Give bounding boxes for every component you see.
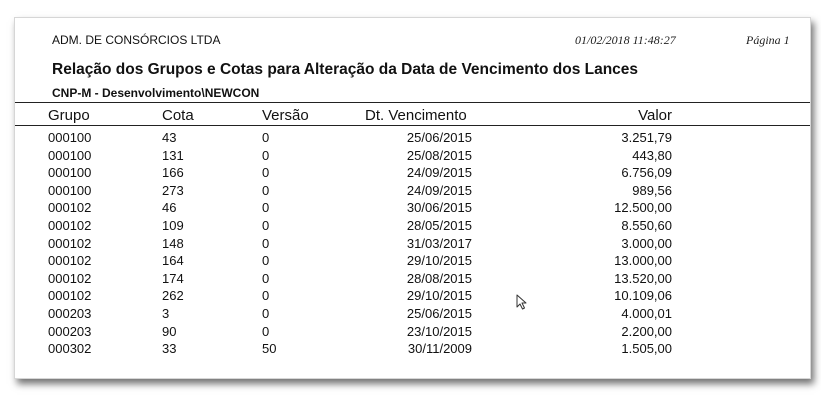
cell-cota: 46 [162,200,177,216]
table-row [15,304,810,322]
cell-vencimento: 28/08/2015 [406,270,472,286]
cell-versao: 0 [262,270,270,286]
cell-grupo: 000203 [48,323,92,339]
table-row [15,163,810,181]
column-header-cota: Cota [162,107,194,124]
cell-vencimento: 29/10/2015 [406,253,472,269]
cell-versao: 0 [262,253,270,269]
cell-vencimento: 28/05/2015 [406,217,472,233]
cell-grupo: 000100 [48,130,92,145]
cell-versao: 0 [262,305,270,321]
cell-grupo: 000102 [48,288,92,304]
table-row [15,251,810,269]
cell-cota: 148 [162,235,184,251]
cell-valor: 13.520,00 [614,270,672,286]
cell-vencimento: 30/06/2015 [406,200,472,216]
page-number: Página 1 [746,33,790,47]
cell-valor: 3.251,79 [621,130,672,145]
cell-vencimento: 23/10/2015 [406,323,472,339]
cell-versao: 50 [262,341,277,357]
column-header-vencimento: Dt. Vencimento [365,107,467,124]
column-header-grupo: Grupo [48,107,90,124]
cell-cota: 131 [162,147,184,163]
cell-grupo: 000102 [48,200,92,216]
cell-vencimento: 29/10/2015 [406,288,472,304]
table-row [15,216,810,234]
table-row [15,269,810,287]
report-title: Relação dos Grupos e Cotas para Alteração da Data de Vencimento dos Lances [52,61,639,78]
cell-cota: 90 [162,323,177,339]
table-row [15,234,810,252]
cell-grupo: 000100 [48,147,92,163]
table-row [15,198,810,216]
mouse-pointer-icon [516,294,528,310]
cell-valor: 13.000,00 [614,253,672,269]
cell-versao: 0 [262,235,270,251]
report-page [14,17,811,379]
report-datetime: 01/02/2018 11:48:27 [575,33,676,47]
cell-valor: 10.109,06 [614,288,672,304]
cell-cota: 3 [162,305,170,321]
table-row [15,322,810,340]
cell-grupo: 000102 [48,235,92,251]
cell-vencimento: 25/06/2015 [406,130,472,145]
cell-versao: 0 [262,182,270,198]
table-row [15,286,810,304]
cell-cota: 262 [162,288,184,304]
cell-vencimento: 30/11/2009 [407,341,472,357]
column-header-versao: Versão [262,107,309,124]
column-header-valor: Valor [638,107,672,124]
cell-vencimento: 31/03/2017 [406,235,472,251]
cell-valor: 6.756,09 [621,165,672,181]
cell-grupo: 000102 [48,217,92,233]
cell-versao: 0 [262,217,270,233]
cell-grupo: 000203 [48,305,92,321]
cell-grupo: 000100 [48,165,92,181]
cell-grupo: 000302 [48,341,92,357]
cell-cota: 109 [162,217,184,233]
cell-valor: 3.000,00 [621,235,672,251]
cell-cota: 43 [162,130,177,145]
cell-valor: 989,56 [632,182,672,198]
cell-grupo: 000100 [48,182,92,198]
cell-versao: 0 [262,323,270,339]
company-name: ADM. DE CONSÓRCIOS LTDA [52,33,221,47]
cell-versao: 0 [262,200,270,216]
cell-vencimento: 24/09/2015 [406,165,472,181]
cell-valor: 1.505,00 [621,341,672,357]
cell-vencimento: 25/06/2015 [406,305,472,321]
cell-versao: 0 [262,130,270,145]
cell-grupo: 000102 [48,270,92,286]
cell-cota: 273 [162,182,184,198]
header-top-rule [15,102,810,103]
table-row [15,181,810,199]
cell-valor: 12.500,00 [614,200,672,216]
table-row [15,128,810,146]
cell-cota: 33 [162,341,177,357]
cell-valor: 8.550,60 [621,217,672,233]
cell-cota: 174 [162,270,184,286]
table-body [15,128,810,357]
cell-valor: 4.000,01 [621,305,672,321]
cell-grupo: 000102 [48,253,92,269]
cell-versao: 0 [262,288,270,304]
table-row [15,339,810,357]
header-bottom-rule [15,125,810,126]
cell-versao: 0 [262,147,270,163]
cell-cota: 164 [162,253,184,269]
cell-cota: 166 [162,165,184,181]
table-row [15,146,810,164]
cell-valor: 2.200,00 [621,323,672,339]
cell-valor: 443,80 [632,147,672,163]
report-subtitle: CNP-M - Desenvolvimento\NEWCON [52,86,260,100]
cell-vencimento: 25/08/2015 [406,147,472,163]
cell-versao: 0 [262,165,270,181]
cell-vencimento: 24/09/2015 [406,182,472,198]
